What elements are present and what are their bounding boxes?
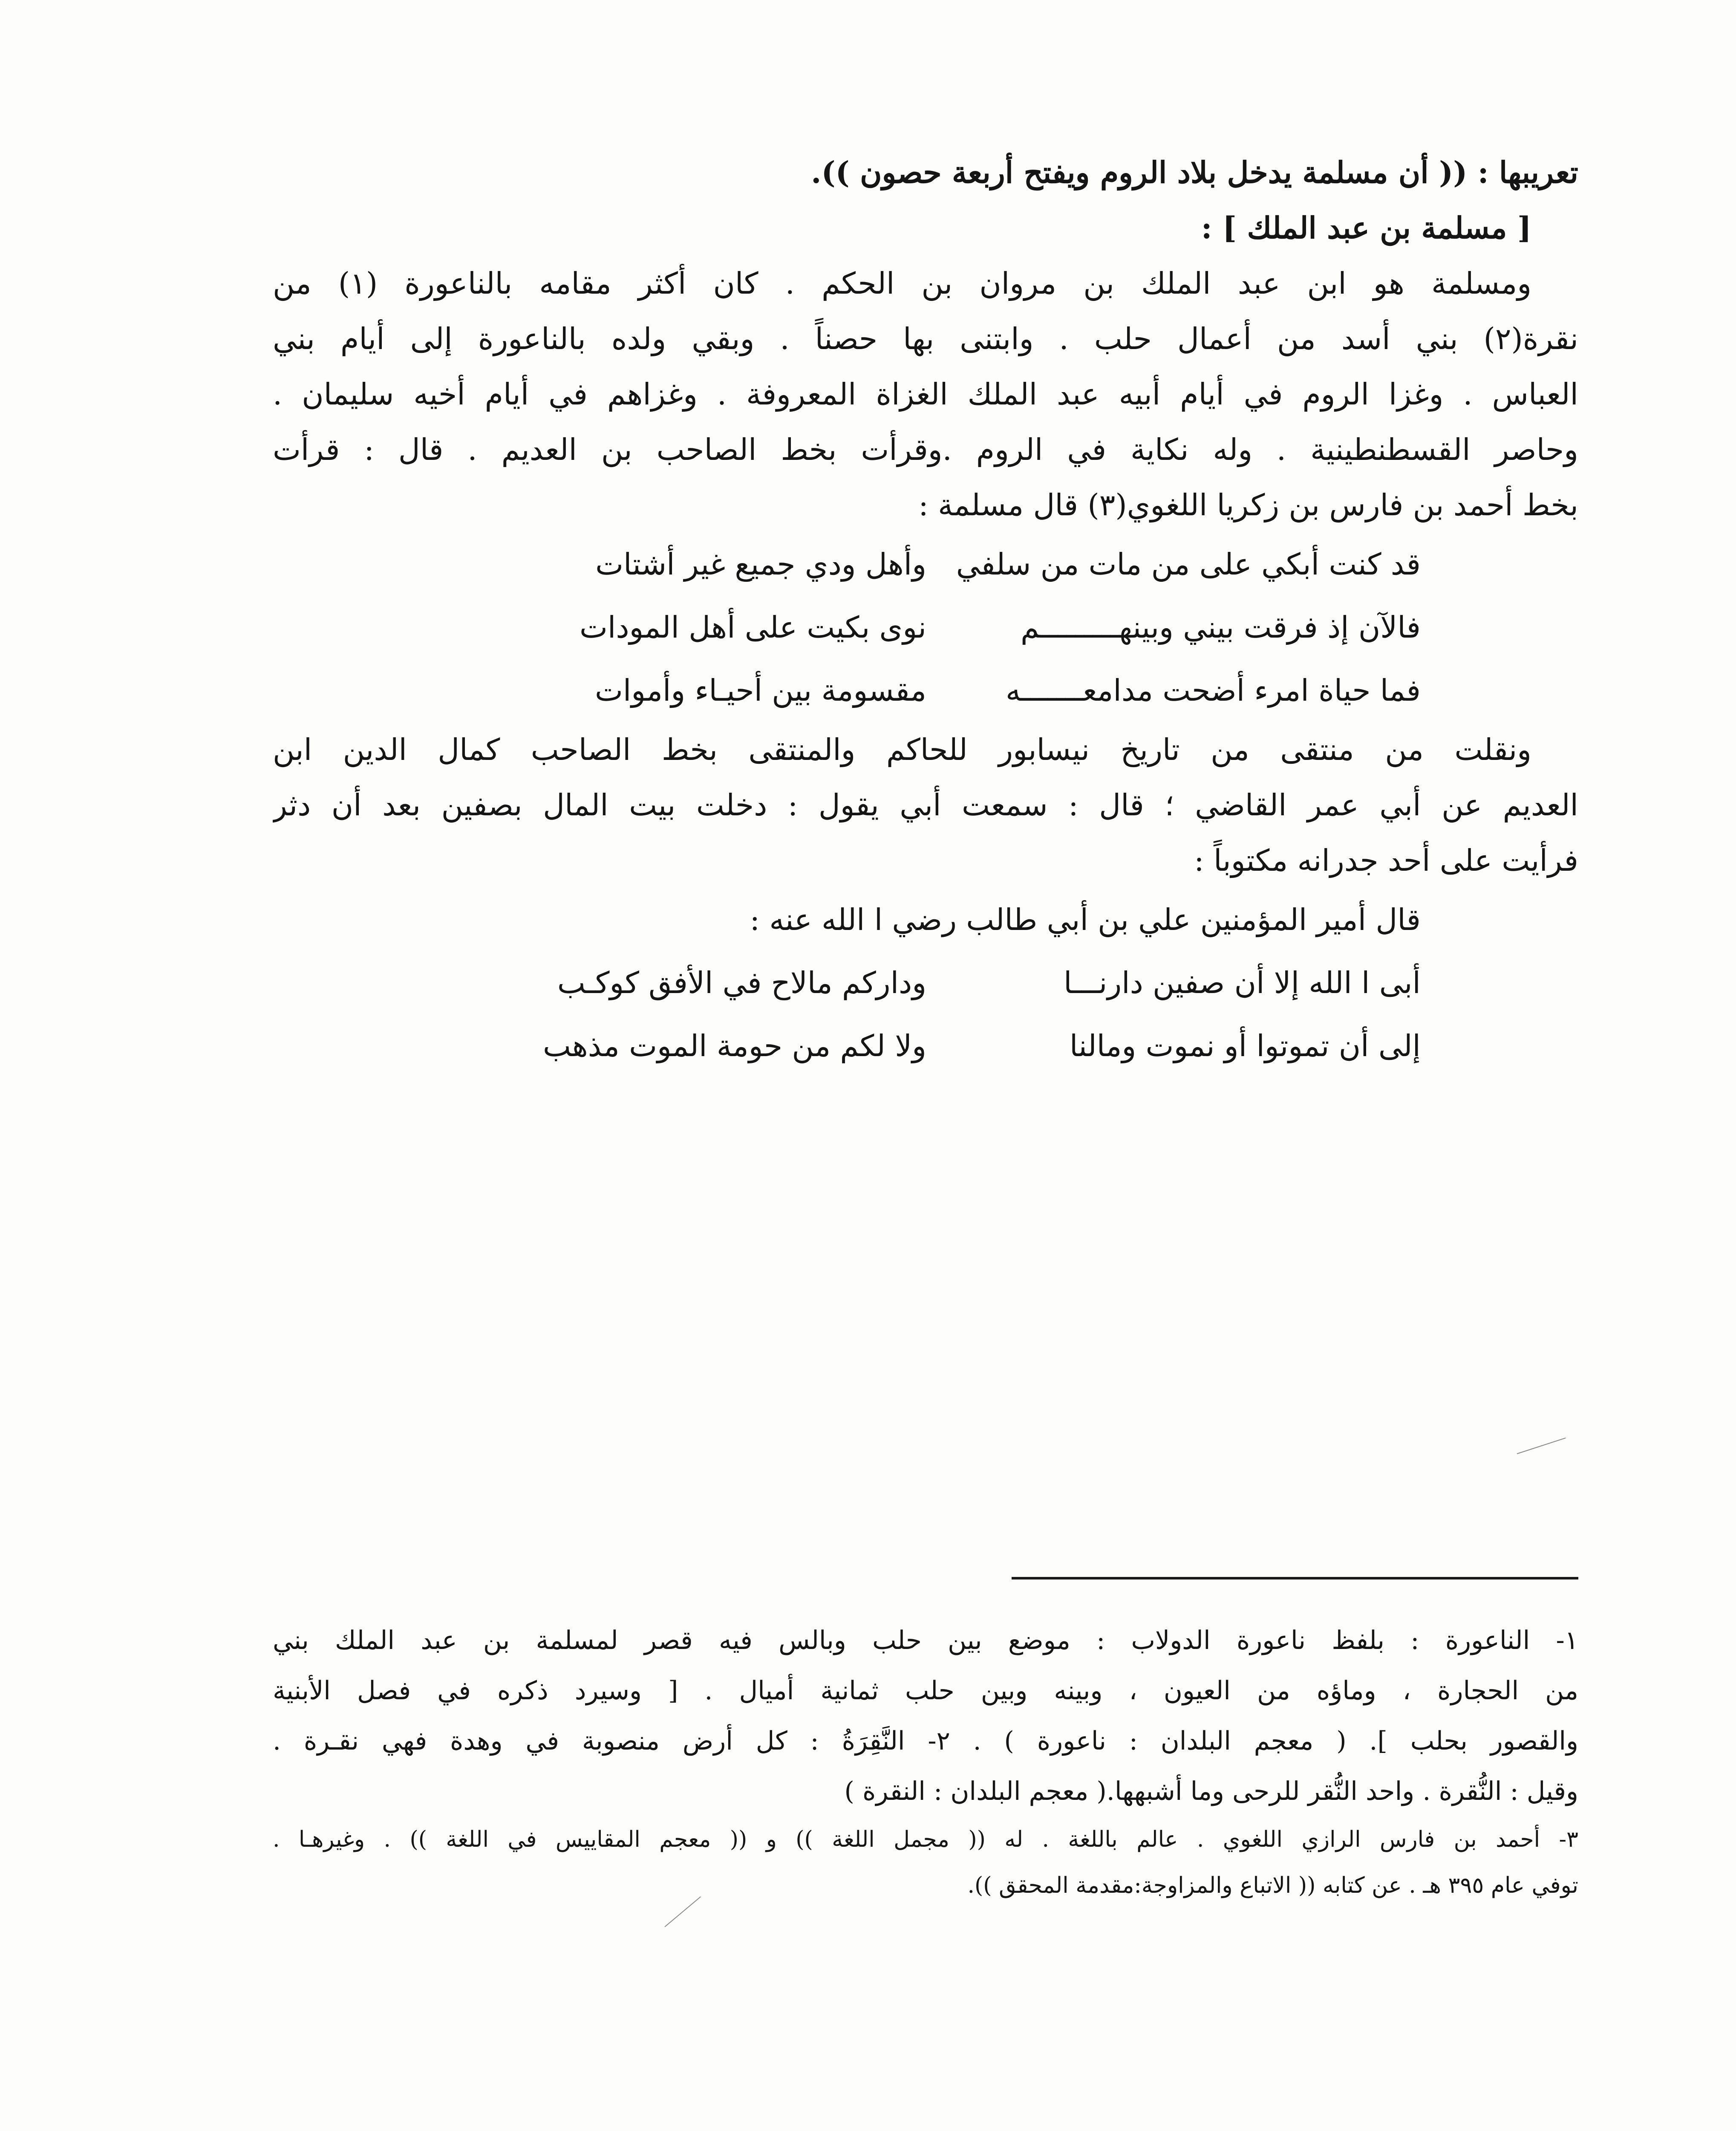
poem-verse [273, 533, 1578, 596]
footnote-line: ١- الناعورة : بلفظ ناعورة الدولاب : موضع بين حلب وبالس فيه قصر لمسلمة بن عبد الملك بني [273, 1626, 1578, 1655]
verse-second-hemistich: ولا لكم من حومة الموت مذهب [543, 1028, 926, 1063]
section-heading: [ مسلمة بن عبد الملك ] : [1201, 210, 1531, 245]
text-line: بخط أحمد بن فارس بن زكريا اللغوي(٣) قال مسلمة : [918, 488, 1578, 523]
poem-verse [273, 951, 1578, 1014]
footnote-line: وقيل : النُّقرة . واحد النُّقر للرحى وما أشبهها.( معجم البلدان : النقرة ) [844, 1776, 1578, 1806]
verse-first-hemistich: قد كنت أبكي على من مات من سلفي [956, 547, 1421, 582]
main-text [273, 145, 1578, 1077]
verse-first-hemistich: فالآن إذ فرقت بيني وبينهـــــــــم [1020, 610, 1421, 645]
text-line: تعريبها : (( أن مسلمة يدخل بلاد الروم ويفتح أربعة حصون )). [811, 155, 1578, 190]
poem-verse [273, 1014, 1578, 1077]
footnote-line: توفي عام ٣٩٥ هـ . عن كتابه (( الاتباع والمزاوجة:مقدمة المحقق )). [967, 1873, 1578, 1898]
poem-verse [273, 659, 1578, 722]
footnotes [273, 1615, 1578, 1909]
text-line: ومسلمة هو ابن عبد الملك بن مروان بن الحكم . كان أكثر مقامه بالناعورة (١) من [273, 266, 1531, 301]
text-line: العديم عن أبي عمر القاضي ؛ قال : سمعت أبي يقول : دخلت بيت المال بصفين بعد أن دثر [273, 788, 1578, 823]
verse-second-hemistich: وأهل ودي جميع غير أشتات [595, 547, 926, 582]
footnote-line: ٣- أحمد بن فارس الرازي اللغوي . عالم باللغة . له (( مجمل اللغة )) و (( معجم المقاييس في اللغة )) . وغيرهـا . [273, 1827, 1578, 1852]
verse-second-hemistich: نوى بكيت على أهل المودات [579, 610, 926, 645]
attribution-line: قال أمير المؤمنين علي بن أبي طالب رضي ا الله عنه : [750, 902, 1421, 937]
text-line: العباس . وغزا الروم في أيام أبيه عبد الملك الغزاة المعروفة . وغزاهم في أيام أخيه سليمان . [273, 377, 1578, 412]
footnote-line: والقصور بحلب ]. ( معجم البلدان : ناعورة ) . ٢- النَّقِرَةُ : كل أرض منصوبة في وهدة فهي نقـرة . [273, 1726, 1578, 1756]
poem-verse [273, 596, 1578, 659]
verse-first-hemistich: فما حياة امرء أضحت مدامعـــــــه [1006, 673, 1421, 708]
verse-first-hemistich: إلى أن تموتوا أو نموت ومالنا [1069, 1028, 1421, 1063]
footnote-separator [1012, 1577, 1578, 1579]
text-line: نقرة(٢) بني أسد من أعمال حلب . وابتنى بها حصناً . وبقي ولده بالناعورة إلى أيام بني [273, 321, 1578, 356]
text-line: ونقلت من منتقى من تاريخ نيسابور للحاكم والمنتقى بخط الصاحب كمال الدين ابن [273, 732, 1531, 767]
text-line: وحاصر القسطنطينية . وله نكاية في الروم .وقرأت بخط الصاحب بن العديم . قال : قرأت [273, 432, 1578, 467]
stray-mark [1517, 1438, 1566, 1454]
text-line: فرأيت على أحد جدرانه مكتوباً : [1194, 843, 1578, 878]
verse-first-hemistich: أبى ا الله إلا أن صفين دارنـــا [1064, 965, 1421, 1000]
verse-second-hemistich: مقسومة بين أحيـاء وأموات [594, 673, 926, 708]
footnote-line: من الحجارة ، وماؤه من العيون ، وبينه وبين حلب ثمانية أميال . [ وسيرد ذكره في فصل الأبنية [273, 1676, 1578, 1706]
verse-second-hemistich: وداركم مالاح في الأفق كوكـب [557, 965, 926, 1000]
